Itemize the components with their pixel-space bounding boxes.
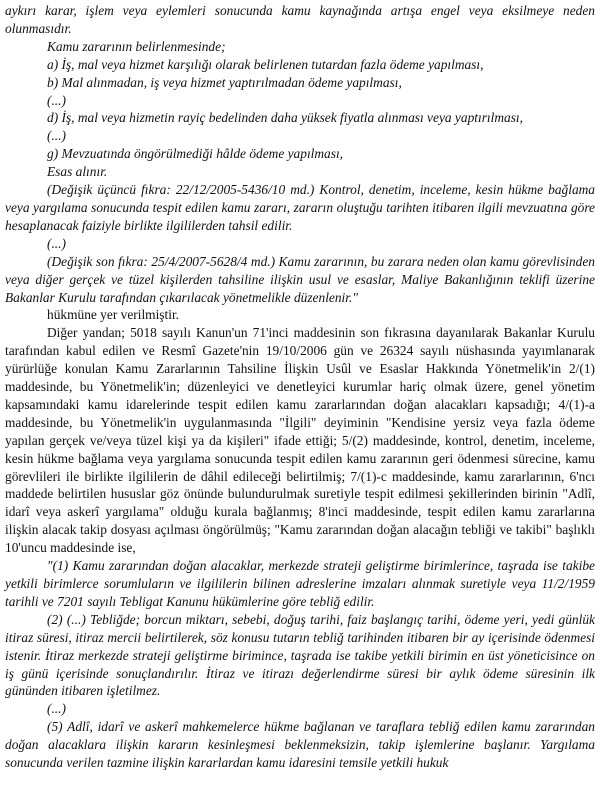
list-item-a: a) İş, mal veya hizmet karşılığı olarak belirlenen tutardan fazla ödeme yapılması, bbox=[47, 56, 484, 72]
paragraph-basis: Esas alınır. bbox=[47, 164, 108, 180]
paragraph-regulation-summary: Diğer yandan; 5018 sayılı Kanun'un 71'inci maddesinin son fıkrasına dayanılarak Bakanlar Kurulu tarafından kabul edilen ve Resmî Gazete'nin 19/10/2006 gün ve 26324 sayılı nüshasında yayımlanarak yürürlüğe konulan Kamu Zararlarının Tahsiline İlişkin Usûl ve Esaslar Hakkında Yönetmelik'in 2/(1) maddesinde, bu Yönetmelik'in; düzenleyici ve denetleyici kurumlar hariç olmak üzere, genel yönetim kapsamındaki kamu idarelerinde tespit edilen kamu zararlarından doğan alacakları kapsadığı; 4/(1)-a maddesinde, bu Yönetmelik'in uygulanmasında "İlgili" deyiminin "Kendisine yersiz veya fazla ödeme yapılan gerçek ve/veya tüzel kişi ya da kişileri" ifade ettiği; 5/(2) maddesinde, kontrol, denetim, inceleme, kesin hükme bağlama veya yargılama sonucunda tespit edilen kamu zararının geri ödenmesi sürecine, kamu görevlileri ile birlikte ilgililerin de dâhil edileceği belirtilmiş; 7/(1)-c maddesinde, kamu zararlarının, 6'ncı maddede belirtilen hususlar göz önünde bulundurulmak suretiyle tespit edilmesi şekillerinden birinin "Adlî, idarî veya askerî yargılama" olduğu kurala bağlanmış; 8'inci maddesinde, tespit edilen kamu zararlarına ilişkin alacak takip dosyası açılması öngörülmüş; "Kamu zararından doğan alacağın tebliği ve takibi" başlıklı 10'uncu maddesinde ise, bbox=[5, 325, 595, 556]
ellipsis-4: (...) bbox=[47, 701, 66, 717]
ellipsis-2: (...) bbox=[47, 128, 66, 144]
list-item-d: d) İş, mal veya hizmetin rayiç bedelinden daha yüksek fiyatla alınması veya yaptırılması, bbox=[47, 110, 523, 126]
paragraph-loss-definition: aykırı karar, işlem veya eylemleri sonucunda kamu kaynağında artışa engel veya eksilmeye neden olunmasıdır. bbox=[5, 3, 595, 36]
quote-item-5: (5) Adlî, idarî ve askerî mahkemelerce hükme bağlanan ve taraflara tebliğ edilen kamu zararından doğan alacaklara ilişkin kararın kesinleşmesi beklenmeksizin, takip işlemlerine başlanır. Yargılama sonucunda verilen tazmine ilişkin kararlardan kamu idaresini temsile yetkili hukuk bbox=[5, 719, 595, 771]
quote-item-2: (2) (...) Tebliğde; borcun miktarı, sebebi, doğuş tarihi, faiz başlangıç tarihi, ödeme yeri, yedi günlük itiraz süresi, itiraz mercii belirtilerek, söz konusu tutarın tebliğ tarihinden itibaren bir ay içerisinde ödenmesi istenir. İtiraz merkezde strateji geliştirme birimince, taşrada ise takibe yetkili birimin en üst yöneticisince on iş günü içerisinde sonuçlandırılır. İtiraz ve itirazı değerlendirme süresi bir aylık ödeme süresinin ilk gününden itibaren işletilmez. bbox=[5, 611, 595, 699]
list-item-b: b) Mal alınmadan, iş veya hizmet yaptırılmadan ödeme yapılması, bbox=[47, 74, 402, 90]
quote-item-1: "(1) Kamu zararından doğan alacaklar, merkezde strateji geliştirme birimlerince, taşrada ise takibe yetkili birimlerce sorumluların ve ilgililerin bilinen adreslerine imzaları alınmak suretiyle veya 11/2/1959 tarihli ve 7201 sayılı Tebligat Kanunu hükümlerine göre tebliğ edilir. bbox=[5, 558, 595, 609]
ellipsis-3: (...) bbox=[47, 235, 66, 251]
ellipsis-1: (...) bbox=[47, 92, 66, 108]
list-item-g: g) Mevzuatında öngörülmediği hâlde ödeme yapılması, bbox=[47, 146, 344, 162]
paragraph-determination-intro: Kamu zararının belirlenmesinde; bbox=[47, 38, 226, 54]
paragraph-amended-third: (Değişik üçüncü fıkra: 22/12/2005-5436/10 md.) Kontrol, denetim, inceleme, kesin hükme bağlama veya yargılama sonucunda tespit edilen kamu zararı, zararın oluştuğu tarihten itibaren ilgili mevzuatına göre hesaplanacak faiziyle birlikte ilgililerden tahsil edilir. bbox=[5, 182, 595, 233]
paragraph-amended-last: (Değişik son fıkra: 25/4/2007-5628/4 md.) Kamu zararının, bu zarara neden olan kamu görevlisinden veya diğer gerçek ve tüzel kişilerden tahsiline ilişkin usul ve esaslar, Maliye Bakanlığının teklifi üzerine Bakanlar Kurulu tarafından çıkarılacak yönetmelikle düzenlenir." bbox=[5, 253, 595, 305]
paragraph-provision-note: hükmüne yer verilmiştir. bbox=[47, 307, 180, 323]
